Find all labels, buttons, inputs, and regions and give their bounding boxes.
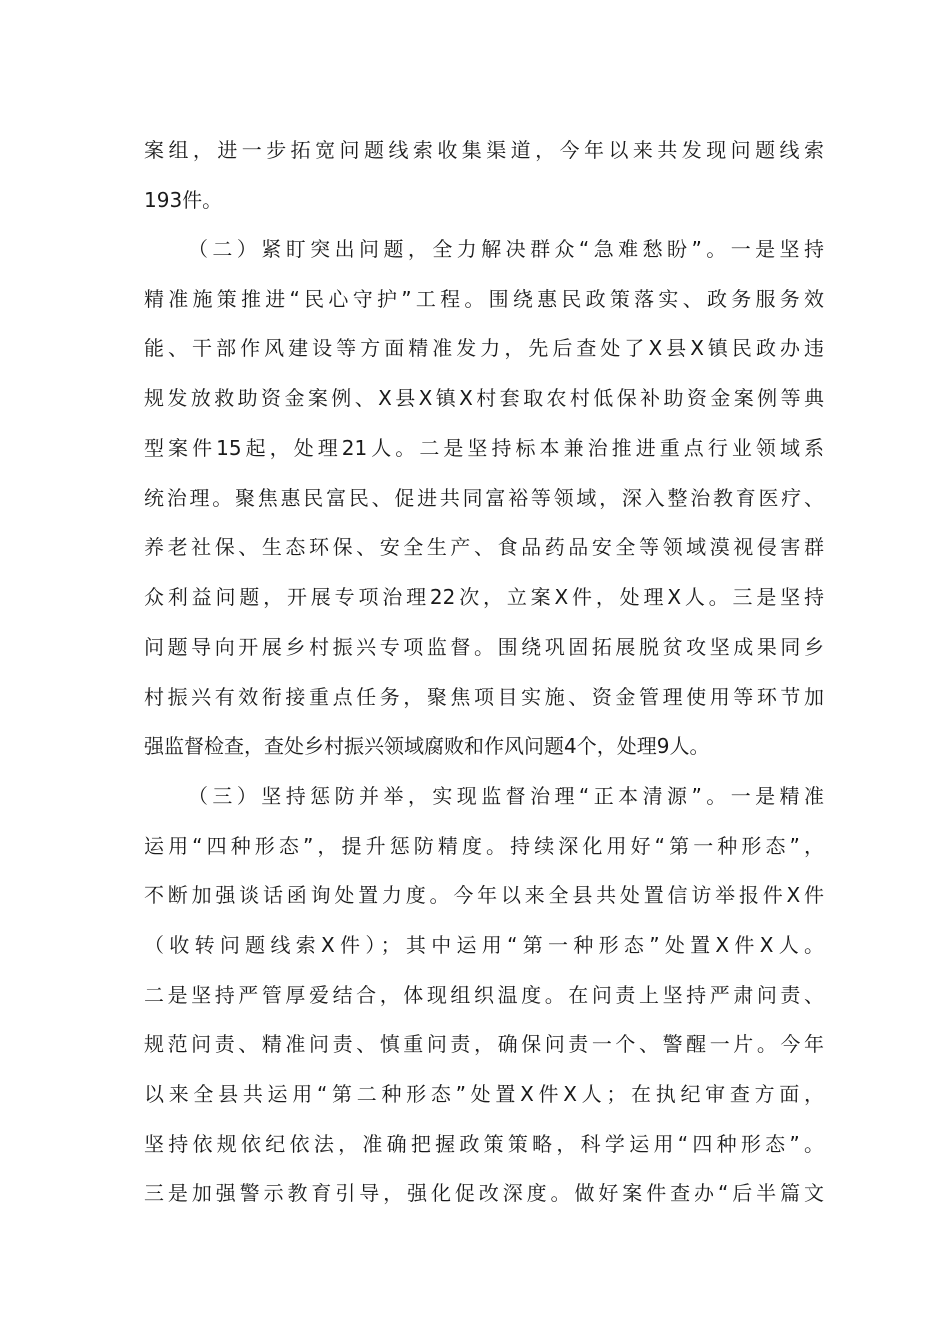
body-text-line: 型案件15起，处理21人。二是坚持标本兼治推进重点行业领域系	[144, 436, 824, 460]
section-3-heading-line: （三）坚持惩防并举，实现监督治理“正本清源”。一是精准	[188, 784, 824, 808]
body-text-line: 强监督检查，查处乡村振兴领域腐败和作风问题4个，处理9人。	[144, 734, 710, 758]
body-text-line: 规发放救助资金案例、X县X镇X村套取农村低保补助资金案例等典	[144, 386, 824, 410]
section-2-heading-line: （二）紧盯突出问题，全力解决群众“急难愁盼”。一是坚持	[188, 237, 824, 261]
body-text-line: 养老社保、生态环保、安全生产、食品药品安全等领域漠视侵害群	[144, 535, 824, 559]
body-text-line: 村振兴有效衔接重点任务，聚焦项目实施、资金管理使用等环节加	[144, 685, 824, 709]
body-text-line: 统治理。聚焦惠民富民、促进共同富裕等领域，深入整治教育医疗、	[144, 486, 824, 510]
body-text-line: 问题导向开展乡村振兴专项监督。围绕巩固拓展脱贫攻坚成果同乡	[144, 635, 824, 659]
body-text-line: 众利益问题，开展专项治理22次，立案X件，处理X人。三是坚持	[144, 585, 824, 609]
body-text-line: 以来全县共运用“第二种形态”处置X件X人；在执纪审查方面，	[144, 1082, 824, 1106]
body-text-line: 精准施策推进“民心守护”工程。围绕惠民政策落实、政务服务效	[144, 287, 824, 311]
body-text-line: 不断加强谈话函询处置力度。今年以来全县共处置信访举报件X件	[144, 883, 824, 907]
body-text-line: 坚持依规依纪依法，准确把握政策策略，科学运用“四种形态”。	[144, 1132, 824, 1156]
body-text-line: 193件。	[144, 188, 223, 212]
body-text-line: （收转问题线索X件）；其中运用“第一种形态”处置X件X人。	[144, 933, 824, 957]
body-text-line: 运用“四种形态”，提升惩防精度。持续深化用好“第一种形态”，	[144, 834, 824, 858]
body-text-line: 三是加强警示教育引导，强化促改深度。做好案件查办“后半篇文	[144, 1181, 824, 1205]
body-text-line: 能、干部作风建设等方面精准发力，先后查处了X县X镇民政办违	[144, 336, 824, 360]
body-text-line: 二是坚持严管厚爱结合，体现组织温度。在问责上坚持严肃问责、	[144, 983, 824, 1007]
body-text-line: 规范问责、精准问责、慎重问责，确保问责一个、警醒一片。今年	[144, 1032, 824, 1056]
body-text-line: 案组，进一步拓宽问题线索收集渠道，今年以来共发现问题线索	[144, 138, 824, 162]
